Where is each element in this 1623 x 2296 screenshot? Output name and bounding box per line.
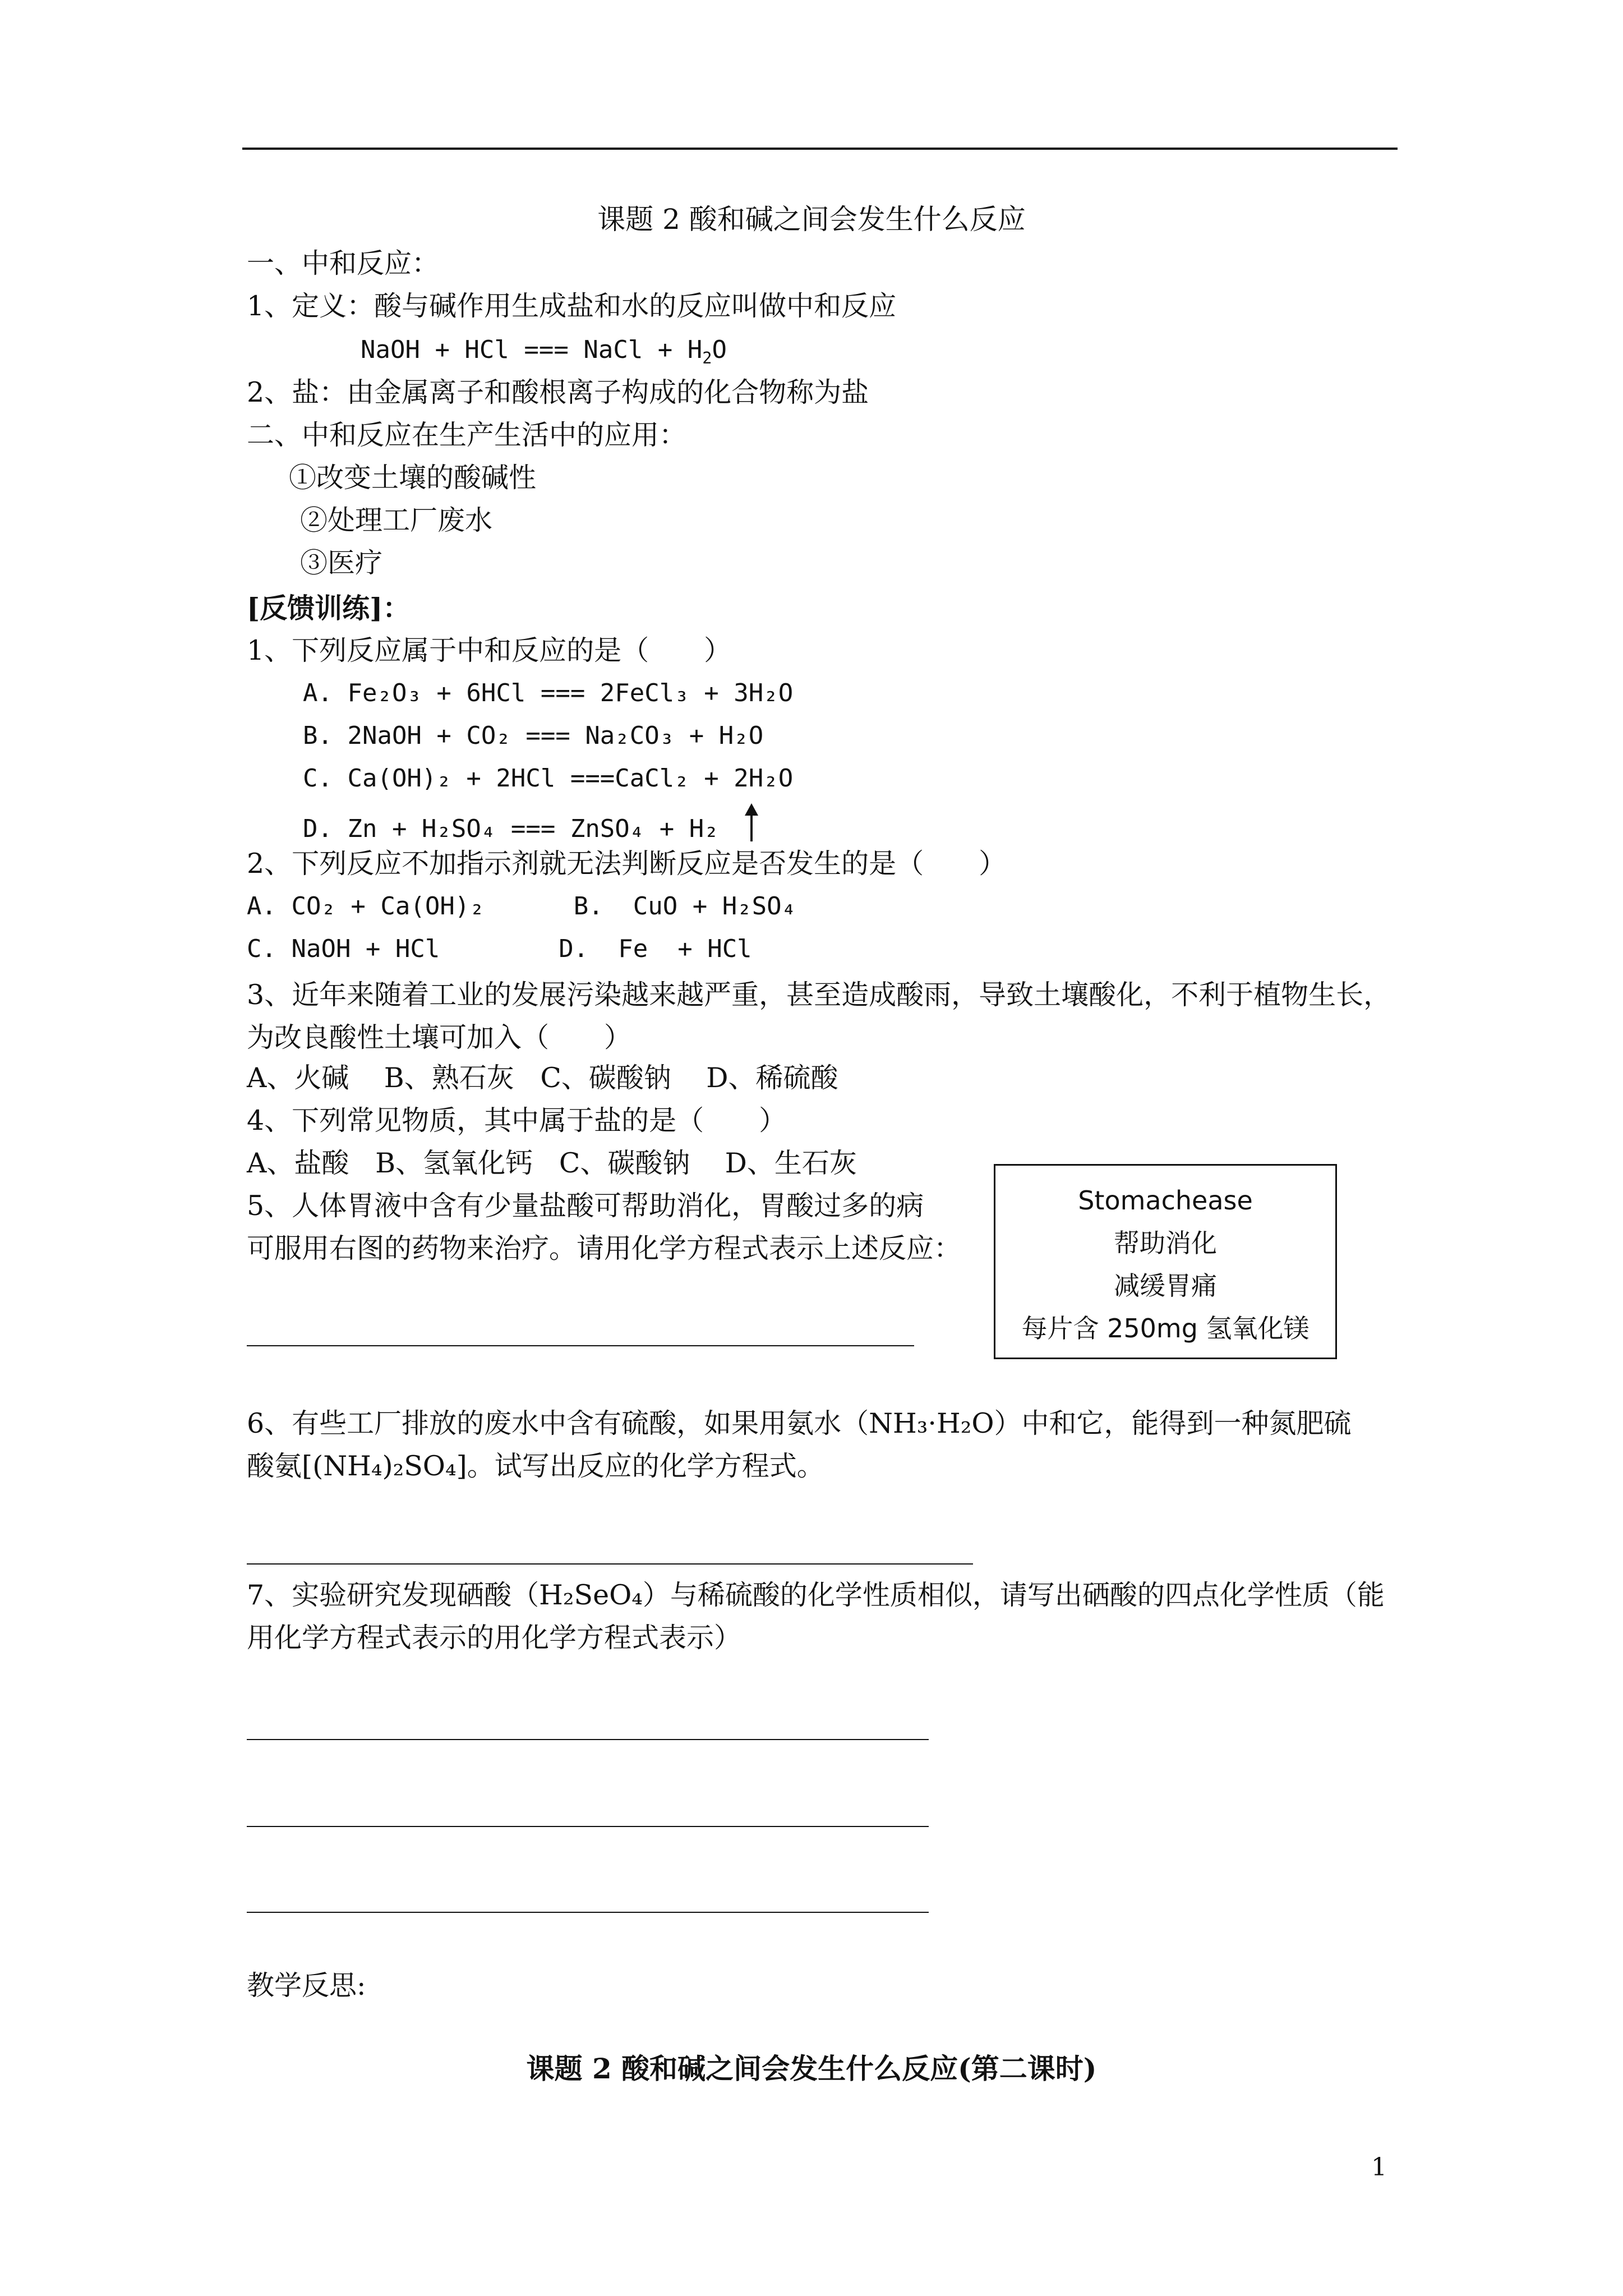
- q7-answer-line-1[interactable]: [247, 1739, 929, 1740]
- header-rule: [242, 148, 1398, 150]
- medicine-ingredient: 每片含 250mg 氢氧化镁: [1021, 1313, 1310, 1343]
- q2-options-row1: A. CO₂ + Ca(OH)₂ B. CuO + H₂SO₄: [247, 892, 797, 921]
- q3-stem: 3、近年来随着工业的发展污染越来越严重，甚至造成酸雨，导致土壤酸化，不利于植物生长，为改良酸性土壤可加入（ ）: [247, 979, 1391, 1053]
- q5-line1: 5、人体胃液中含有少量盐酸可帮助消化，胃酸过多的病: [247, 1190, 924, 1222]
- q7-line2: 用化学方程式表示的用化学方程式表示）: [247, 1622, 742, 1654]
- q1-option-c: C. Ca(OH)₂ + 2HCl ===CaCl₂ + 2H₂O: [303, 764, 794, 793]
- definition-text: 1、定义：酸与碱作用生成盐和水的反应叫做中和反应: [247, 290, 897, 322]
- medicine-name: Stomachease: [1078, 1185, 1253, 1216]
- neutralization-equation: [361, 332, 1510, 370]
- medicine-benefit-2: 减缓胃痛: [1114, 1271, 1217, 1301]
- page-number: 1: [1371, 2153, 1387, 2182]
- page-title: 课题 2 酸和碱之间会发生什么反应: [597, 203, 1026, 236]
- equation-lhs: NaOH + HCl === NaCl + H: [361, 335, 703, 364]
- q7-line1: 7、实验研究发现硒酸（H₂SeO₄）与稀硫酸的化学性质相似，请写出硒酸的四点化学性质（能: [247, 1579, 1385, 1611]
- gas-up-arrow-icon: [745, 803, 758, 841]
- medicine-label-box: [994, 1164, 1337, 1359]
- medicine-benefit-1: 帮助消化: [1114, 1228, 1217, 1258]
- application-item-3: ③医疗: [300, 547, 383, 579]
- feedback-heading: [反馈训练]：: [247, 592, 411, 624]
- application-item-1: ①改变土壤的酸碱性: [289, 462, 537, 494]
- equation-tail: O: [712, 335, 727, 364]
- equation-sub: 2: [702, 348, 712, 367]
- q5-answer-line[interactable]: [247, 1345, 914, 1346]
- q4-options: A、盐酸 B、氢氧化钙 C、碳酸钠 D、生石灰: [247, 1147, 857, 1179]
- q4-stem: 4、下列常见物质，其中属于盐的是（ ）: [247, 1105, 787, 1137]
- q7-answer-line-3[interactable]: [247, 1912, 929, 1913]
- q6-line2: 酸氨[(NH₄)₂SO₄]。试写出反应的化学方程式。: [247, 1450, 824, 1482]
- section2-heading: 二、中和反应在生产生活中的应用：: [247, 419, 687, 451]
- salt-definition: 2、盐：由金属离子和酸根离子构成的化合物称为盐: [247, 376, 869, 408]
- q7-answer-line-2[interactable]: [247, 1826, 929, 1827]
- q2-stem: 2、下列反应不加指示剂就无法判断反应是否发生的是（ ）: [247, 848, 1007, 880]
- q3-options: A、火碱 B、熟石灰 C、碳酸钠 D、稀硫酸: [247, 1062, 838, 1094]
- q1-option-b: B. 2NaOH + CO₂ === Na₂CO₃ + H₂O: [303, 721, 764, 750]
- q2-options-row2: C. NaOH + HCl D. Fe + HCl: [247, 935, 752, 963]
- q6-line1: 6、有些工厂排放的废水中含有硫酸，如果用氨水（NH₃·H₂O）中和它，能得到一种氮肥硫: [247, 1407, 1352, 1439]
- section1-heading: 一、中和反应：: [247, 247, 440, 279]
- q1-option-a: A. Fe₂O₃ + 6HCl === 2FeCl₃ + 3H₂O: [303, 679, 794, 707]
- teaching-reflection: 教学反思:: [247, 1970, 366, 2001]
- q6-answer-line[interactable]: [247, 1563, 973, 1565]
- q1-option-d: [303, 803, 1453, 847]
- q1-option-d-text: D. Zn + H₂SO₄ === ZnSO₄ + H₂: [303, 815, 719, 843]
- second-lesson-title: 课题 2 酸和碱之间会发生什么反应(第二课时): [526, 2052, 1097, 2085]
- q5-line2: 可服用右图的药物来治疗。请用化学方程式表示上述反应：: [247, 1232, 962, 1264]
- q1-stem: 1、下列反应属于中和反应的是（ ）: [247, 634, 732, 666]
- application-item-2: ②处理工厂废水: [300, 504, 493, 536]
